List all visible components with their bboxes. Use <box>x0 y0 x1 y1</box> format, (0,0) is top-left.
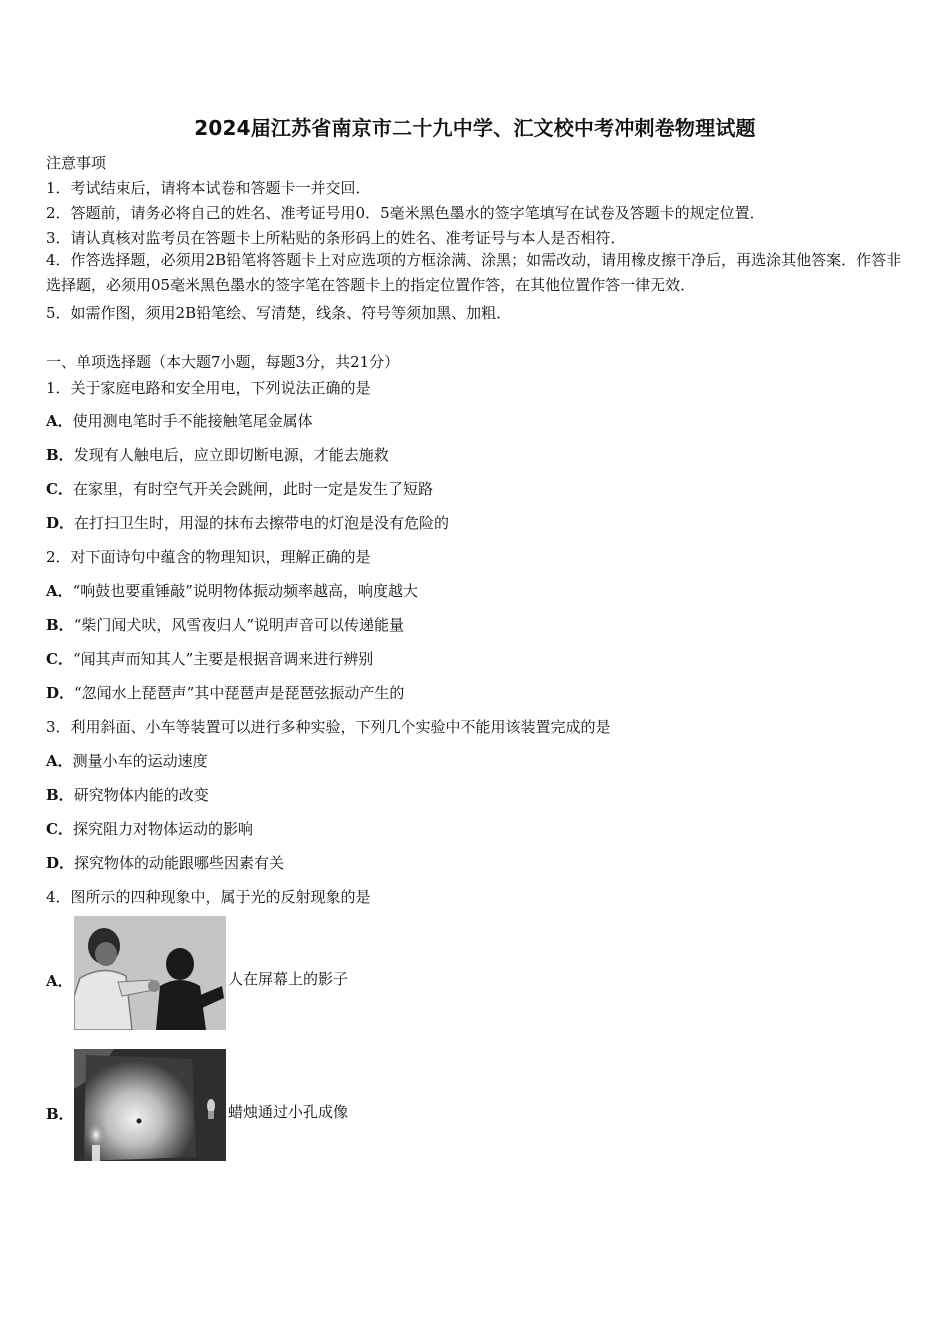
question-stem: 1．关于家庭电路和安全用电，下列说法正确的是 <box>46 379 371 397</box>
option-letter: C． <box>46 650 73 668</box>
option-text: 使用测电笔时手不能接触笔尾金属体 <box>72 412 313 430</box>
option-letter: C． <box>46 480 73 498</box>
option-text: “柴门闻犬吠，风雪夜归人”说明声音可以传递能量 <box>73 616 405 634</box>
section-heading: 一、单项选择题（本大题7小题，每题3分，共21分） <box>46 353 400 371</box>
notice-item-1: 1．考试结束后，请将本试卷和答题卡一并交回． <box>46 179 371 197</box>
option-text: 人在屏幕上的影子 <box>228 970 349 988</box>
option-row <box>46 648 373 669</box>
notice-item-4: 4．作答选择题，必须用2B铅笔将答题卡上对应选项的方框涂满、涂黑；如需改动，请用橡皮擦干净后，再选涂其他答案．作答非选择题，必须用05毫米黑色墨水的签字笔在答题卡上的指定位置作答，在其他位置作答一律无效． <box>46 251 902 294</box>
option-row <box>46 444 389 465</box>
option-letter: B． <box>46 786 74 804</box>
option-letter: A． <box>46 582 73 600</box>
option-text: “忽闻水上琵琶声”其中琵琶声是琵琶弦振动产生的 <box>74 684 405 702</box>
option-row <box>46 512 449 533</box>
notice-item-2: 2．答题前，请务必将自己的姓名、准考证号用0．5毫米黑色墨水的签字笔填写在试卷及答题卡的规定位置． <box>46 204 765 222</box>
option-text: 在家里，有时空气开关会跳闸，此时一定是发生了短路 <box>72 480 433 498</box>
option-text: 发现有人触电后，应立即切断电源，才能去施救 <box>73 446 389 464</box>
option-row <box>46 750 208 771</box>
option-letter: C． <box>46 820 73 838</box>
option-letter: A． <box>46 412 73 430</box>
shadow-photo <box>74 916 226 1030</box>
option-text: 蜡烛通过小孔成像 <box>228 1103 349 1121</box>
option-letter: B． <box>46 446 74 464</box>
notice-heading: 注意事项 <box>46 154 107 172</box>
option-row <box>46 614 404 635</box>
option-text: 探究物体的动能跟哪些因素有关 <box>74 854 285 872</box>
notice-item-3: 3．请认真核对监考员在答题卡上所粘贴的条形码上的姓名、准考证号与本人是否相符． <box>46 229 626 247</box>
question-stem: 3．利用斜面、小车等装置可以进行多种实验，下列几个实验中不能用该装置完成的是 <box>46 718 611 736</box>
option-text: “响鼓也要重锤敲”说明物体振动频率越高，响度越大 <box>72 582 418 600</box>
notice-item-5: 5．如需作图，须用2B铅笔绘、写清楚，线条、符号等须加黑、加粗． <box>46 304 512 322</box>
option-row <box>46 818 253 839</box>
option-text: “闻其声而知其人”主要是根据音调来进行辨别 <box>72 650 374 668</box>
option-letter: A． <box>46 972 73 990</box>
shadow-photo-graphic <box>74 916 226 1030</box>
option-letter: D． <box>46 854 75 872</box>
option-text: 探究阻力对物体运动的影响 <box>72 820 253 838</box>
question-stem: 2．对下面诗句中蕴含的物理知识，理解正确的是 <box>46 548 371 566</box>
option-row <box>46 410 313 431</box>
option-letter: D． <box>46 514 75 532</box>
pinhole-photo <box>74 1049 226 1161</box>
option-text: 在打扫卫生时，用湿的抹布去擦带电的灯泡是没有危险的 <box>74 514 450 532</box>
option-text: 研究物体内能的改变 <box>73 786 209 804</box>
option-row <box>46 478 433 499</box>
option-letter: A． <box>46 752 73 770</box>
option-letter: D． <box>46 684 75 702</box>
question-stem: 4．图所示的四种现象中，属于光的反射现象的是 <box>46 888 371 906</box>
pinhole-photo-graphic <box>74 1049 226 1161</box>
option-row <box>46 852 284 873</box>
option-row <box>46 784 209 805</box>
page-title: 2024届江苏省南京市二十九中学、汇文校中考冲刺卷物理试题 <box>194 116 756 140</box>
option-letter: B． <box>46 616 74 634</box>
option-letter: B． <box>46 1105 74 1123</box>
option-text: 测量小车的运动速度 <box>72 752 208 770</box>
option-row <box>46 682 404 703</box>
option-row <box>46 580 418 601</box>
